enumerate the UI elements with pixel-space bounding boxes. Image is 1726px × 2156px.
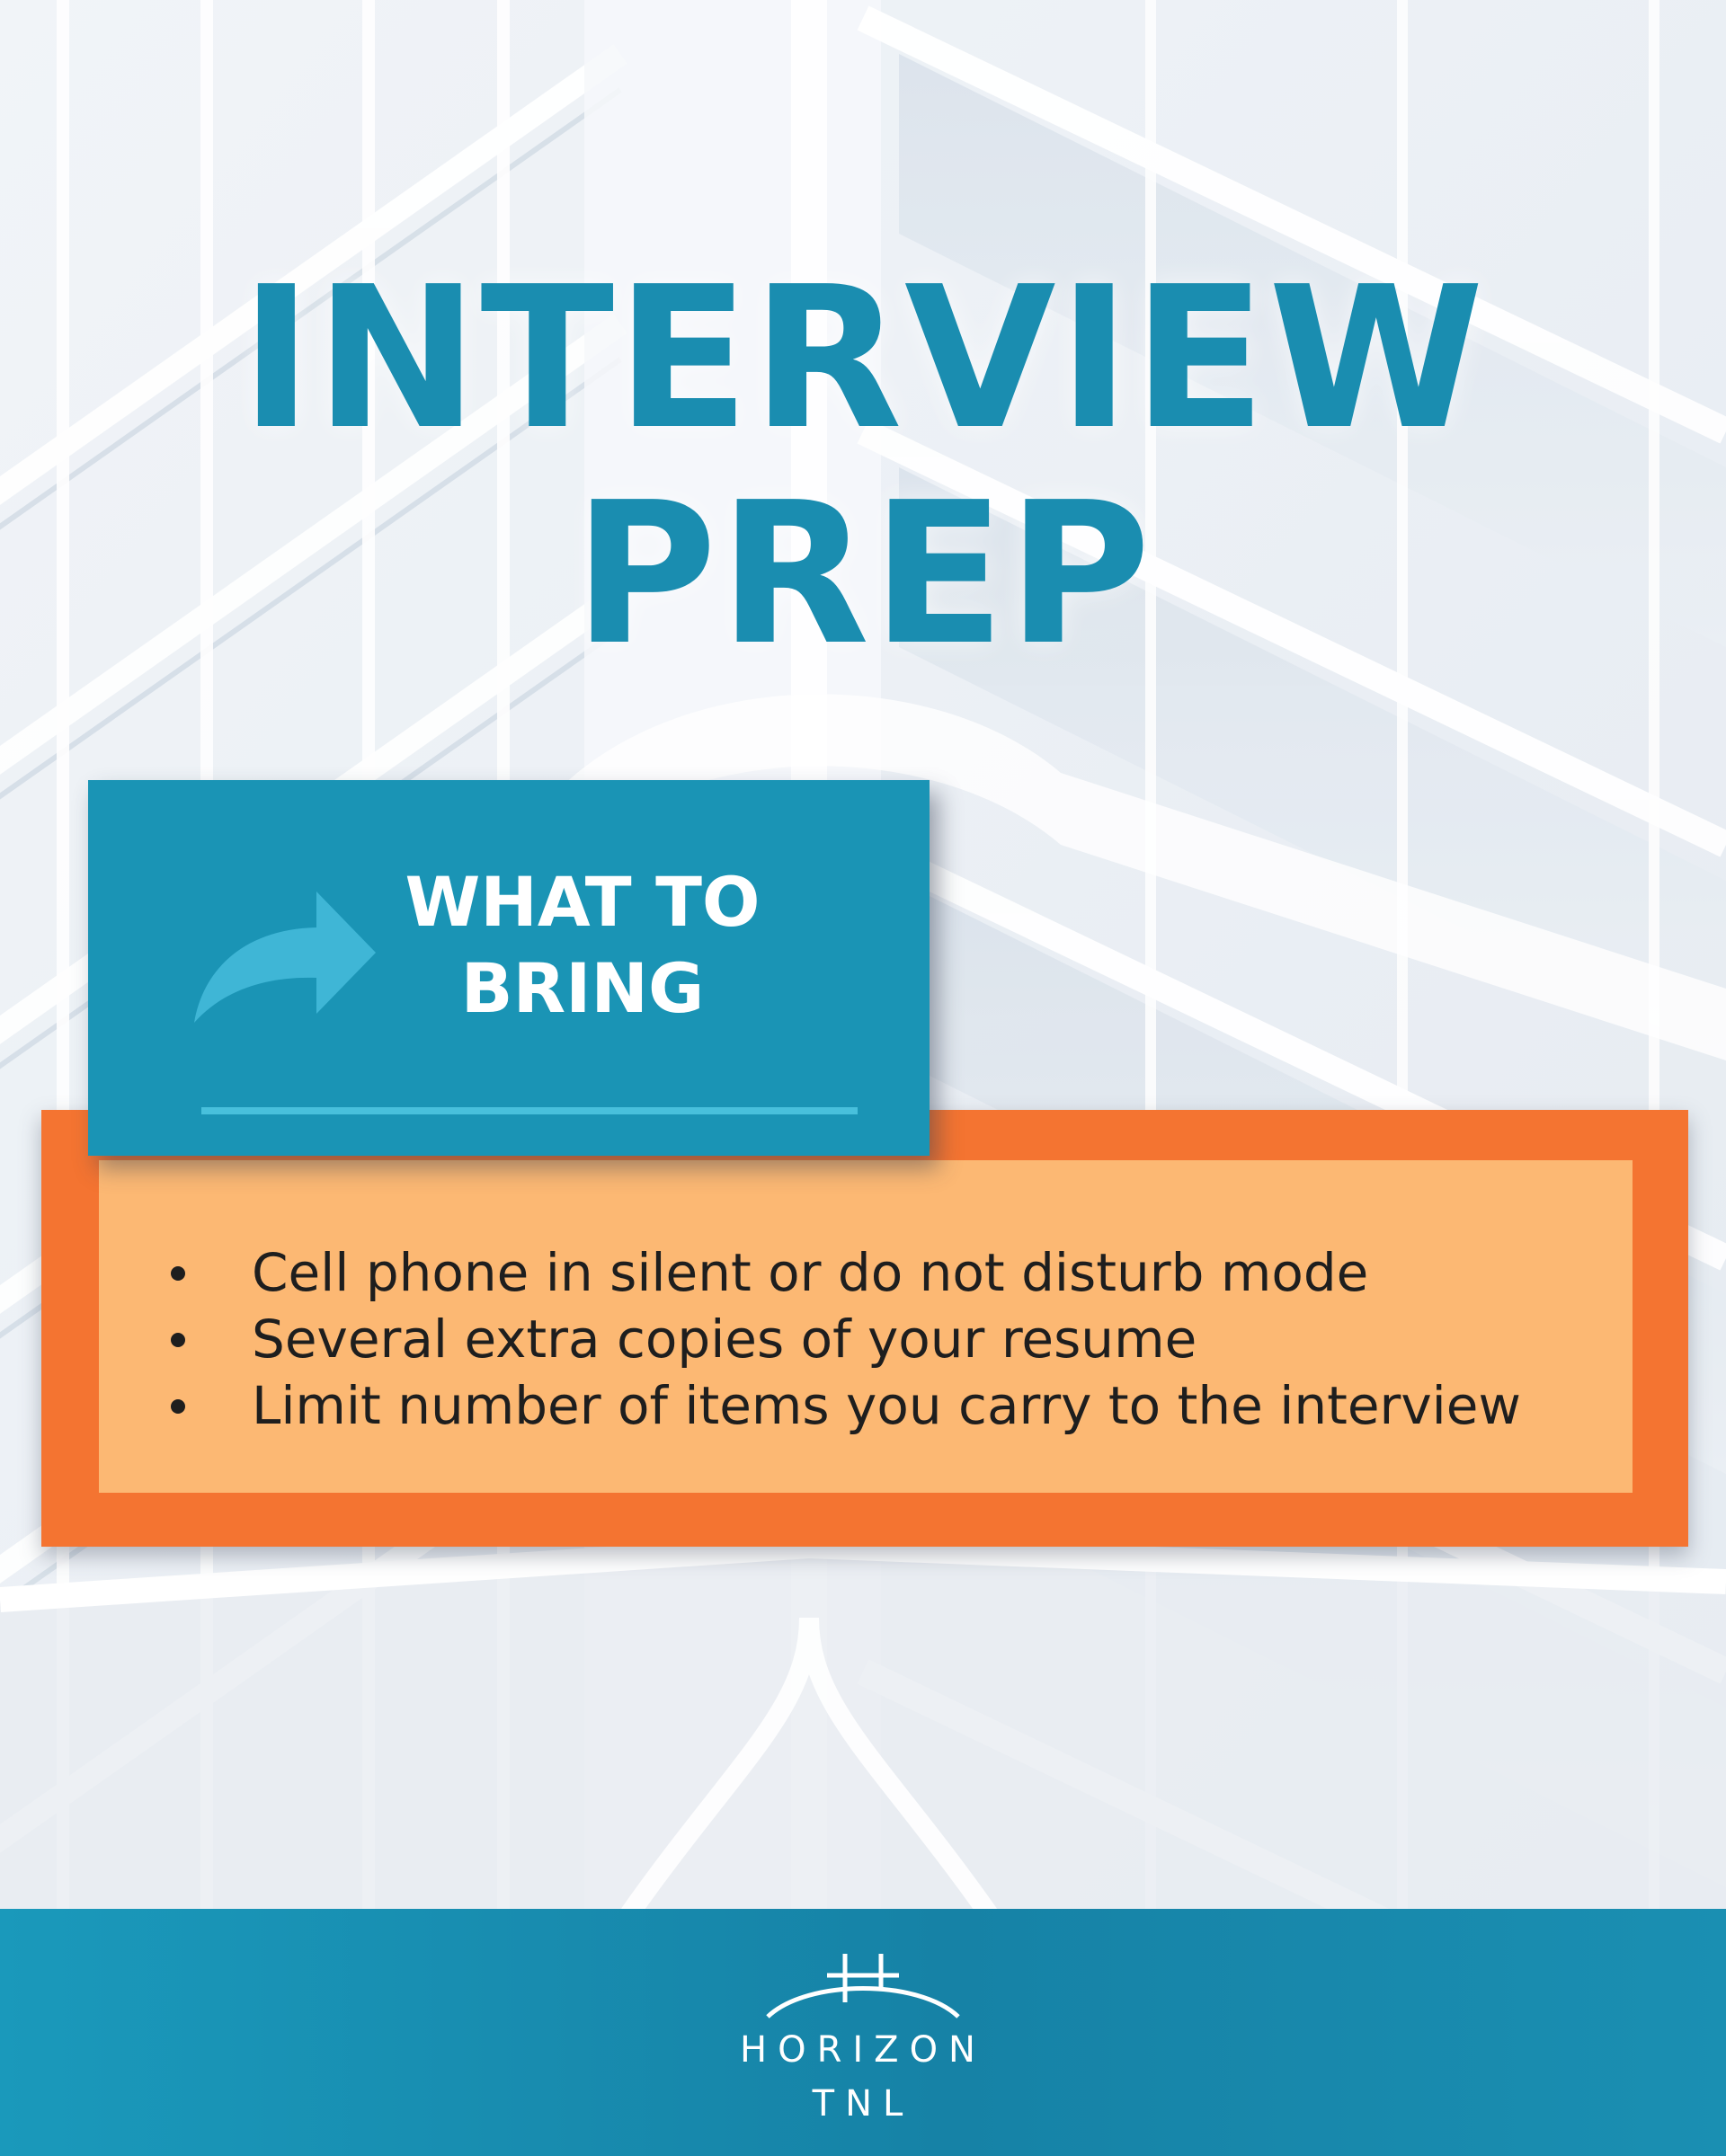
items-list xyxy=(153,1239,1521,1439)
items-panel-inner xyxy=(99,1160,1633,1493)
list-item-text: Limit number of items you carry to the interview xyxy=(252,1375,1521,1436)
brand-subname: TNL xyxy=(812,2083,914,2125)
horizon-arch-logo-icon xyxy=(762,1948,964,2020)
section-card xyxy=(88,780,930,1156)
heading-divider xyxy=(201,1107,858,1114)
section-heading xyxy=(362,859,803,1032)
list-item xyxy=(153,1306,1521,1372)
page-title xyxy=(0,245,1726,688)
brand-name: HORIZON xyxy=(740,2029,986,2071)
list-item xyxy=(153,1239,1521,1306)
list-item xyxy=(153,1372,1521,1439)
title-line-2: PREP xyxy=(573,461,1153,688)
list-item-text: Cell phone in silent or do not disturb mode xyxy=(252,1242,1369,1303)
bullet-icon xyxy=(171,1399,185,1414)
section-heading-line-1: WHAT TO xyxy=(405,862,761,942)
title-line-1: INTERVIEW xyxy=(239,245,1487,473)
bullet-icon xyxy=(171,1333,185,1347)
curved-arrow-right-icon xyxy=(191,883,379,1026)
list-item-text: Several extra copies of your resume xyxy=(252,1309,1197,1370)
items-panel xyxy=(41,1110,1688,1547)
bullet-icon xyxy=(171,1266,185,1281)
footer-bar xyxy=(0,1909,1726,2156)
section-heading-line-2: BRING xyxy=(460,948,705,1028)
